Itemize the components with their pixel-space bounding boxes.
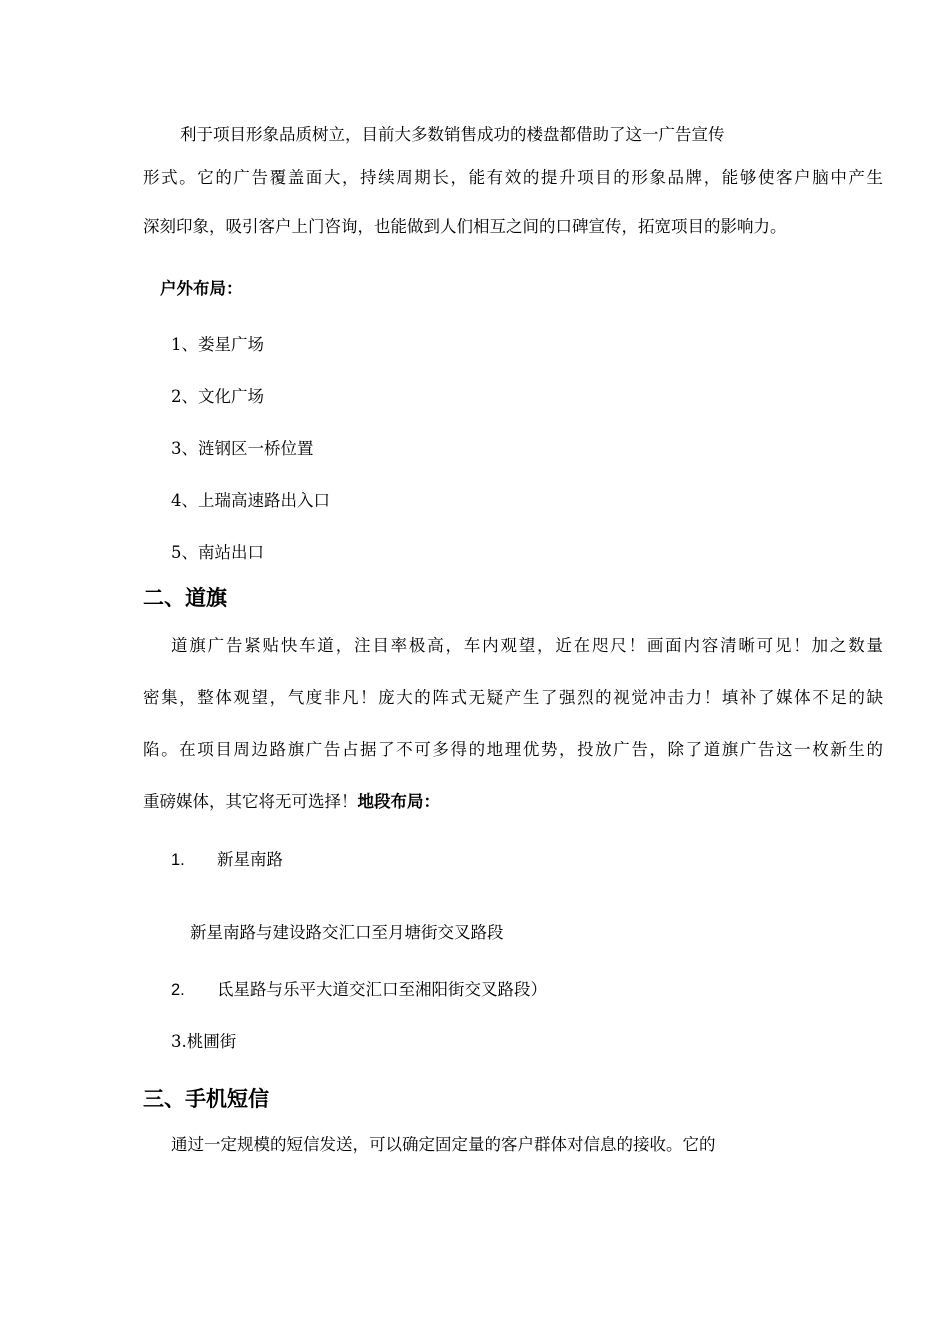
list-item: 4、上瑞高速路出入口 bbox=[171, 491, 330, 510]
paragraph-line bbox=[143, 790, 440, 814]
paragraph-line: 通过一定规模的短信发送，可以确定固定量的客户群体对信息的接收。它的 bbox=[171, 1135, 716, 1154]
list-item: 3.桃圃街 bbox=[171, 1032, 237, 1051]
list-number: 2. bbox=[171, 981, 185, 999]
list-item: 5、南站出口 bbox=[171, 543, 264, 562]
list-item: 1、娄星广场 bbox=[171, 335, 264, 354]
list-detail: 新星南路与建设路交汇口至月塘街交叉路段 bbox=[190, 923, 504, 942]
paragraph-line: 道旗广告紧贴快车道，注目率极高，车内观望，近在咫尺！画面内容清晰可见！加之数量 bbox=[171, 636, 883, 655]
section-heading: 二、道旗 bbox=[143, 586, 227, 610]
list-item bbox=[171, 848, 283, 872]
paragraph-text: 重磅媒体，其它将无可选择！ bbox=[143, 792, 358, 811]
subheading-road-layout: 地段布局： bbox=[357, 792, 440, 811]
paragraph-line: 陷。在项目周边路旗广告占据了不可多得的地理优势，投放广告，除了道旗广告这一枚新生的 bbox=[143, 740, 883, 759]
paragraph-line: 深刻印象，吸引客户上门咨询，也能做到人们相互之间的口碑宣传，拓宽项目的影响力。 bbox=[143, 217, 787, 236]
section-heading: 三、手机短信 bbox=[143, 1087, 269, 1111]
list-item: 2、文化广场 bbox=[171, 387, 264, 406]
list-item: 3、涟钢区一桥位置 bbox=[171, 439, 314, 458]
list-text: 新星南路 bbox=[217, 850, 283, 869]
paragraph-line: 密集，整体观望，气度非凡！庞大的阵式无疑产生了强烈的视觉冲击力！填补了媒体不足的缺 bbox=[143, 688, 883, 707]
list-text: 氐星路与乐平大道交汇口至湘阳街交叉路段） bbox=[217, 980, 547, 999]
subheading-outdoor-layout: 户外布局： bbox=[160, 279, 243, 298]
paragraph-line: 形式。它的广告覆盖面大，持续周期长，能有效的提升项目的形象品牌，能够使客户脑中产生 bbox=[143, 168, 883, 187]
paragraph-line: 利于项目形象品质树立，目前大多数销售成功的楼盘都借助了这一广告宣传 bbox=[180, 125, 725, 144]
list-number: 1. bbox=[171, 851, 185, 869]
list-item bbox=[171, 978, 547, 1002]
